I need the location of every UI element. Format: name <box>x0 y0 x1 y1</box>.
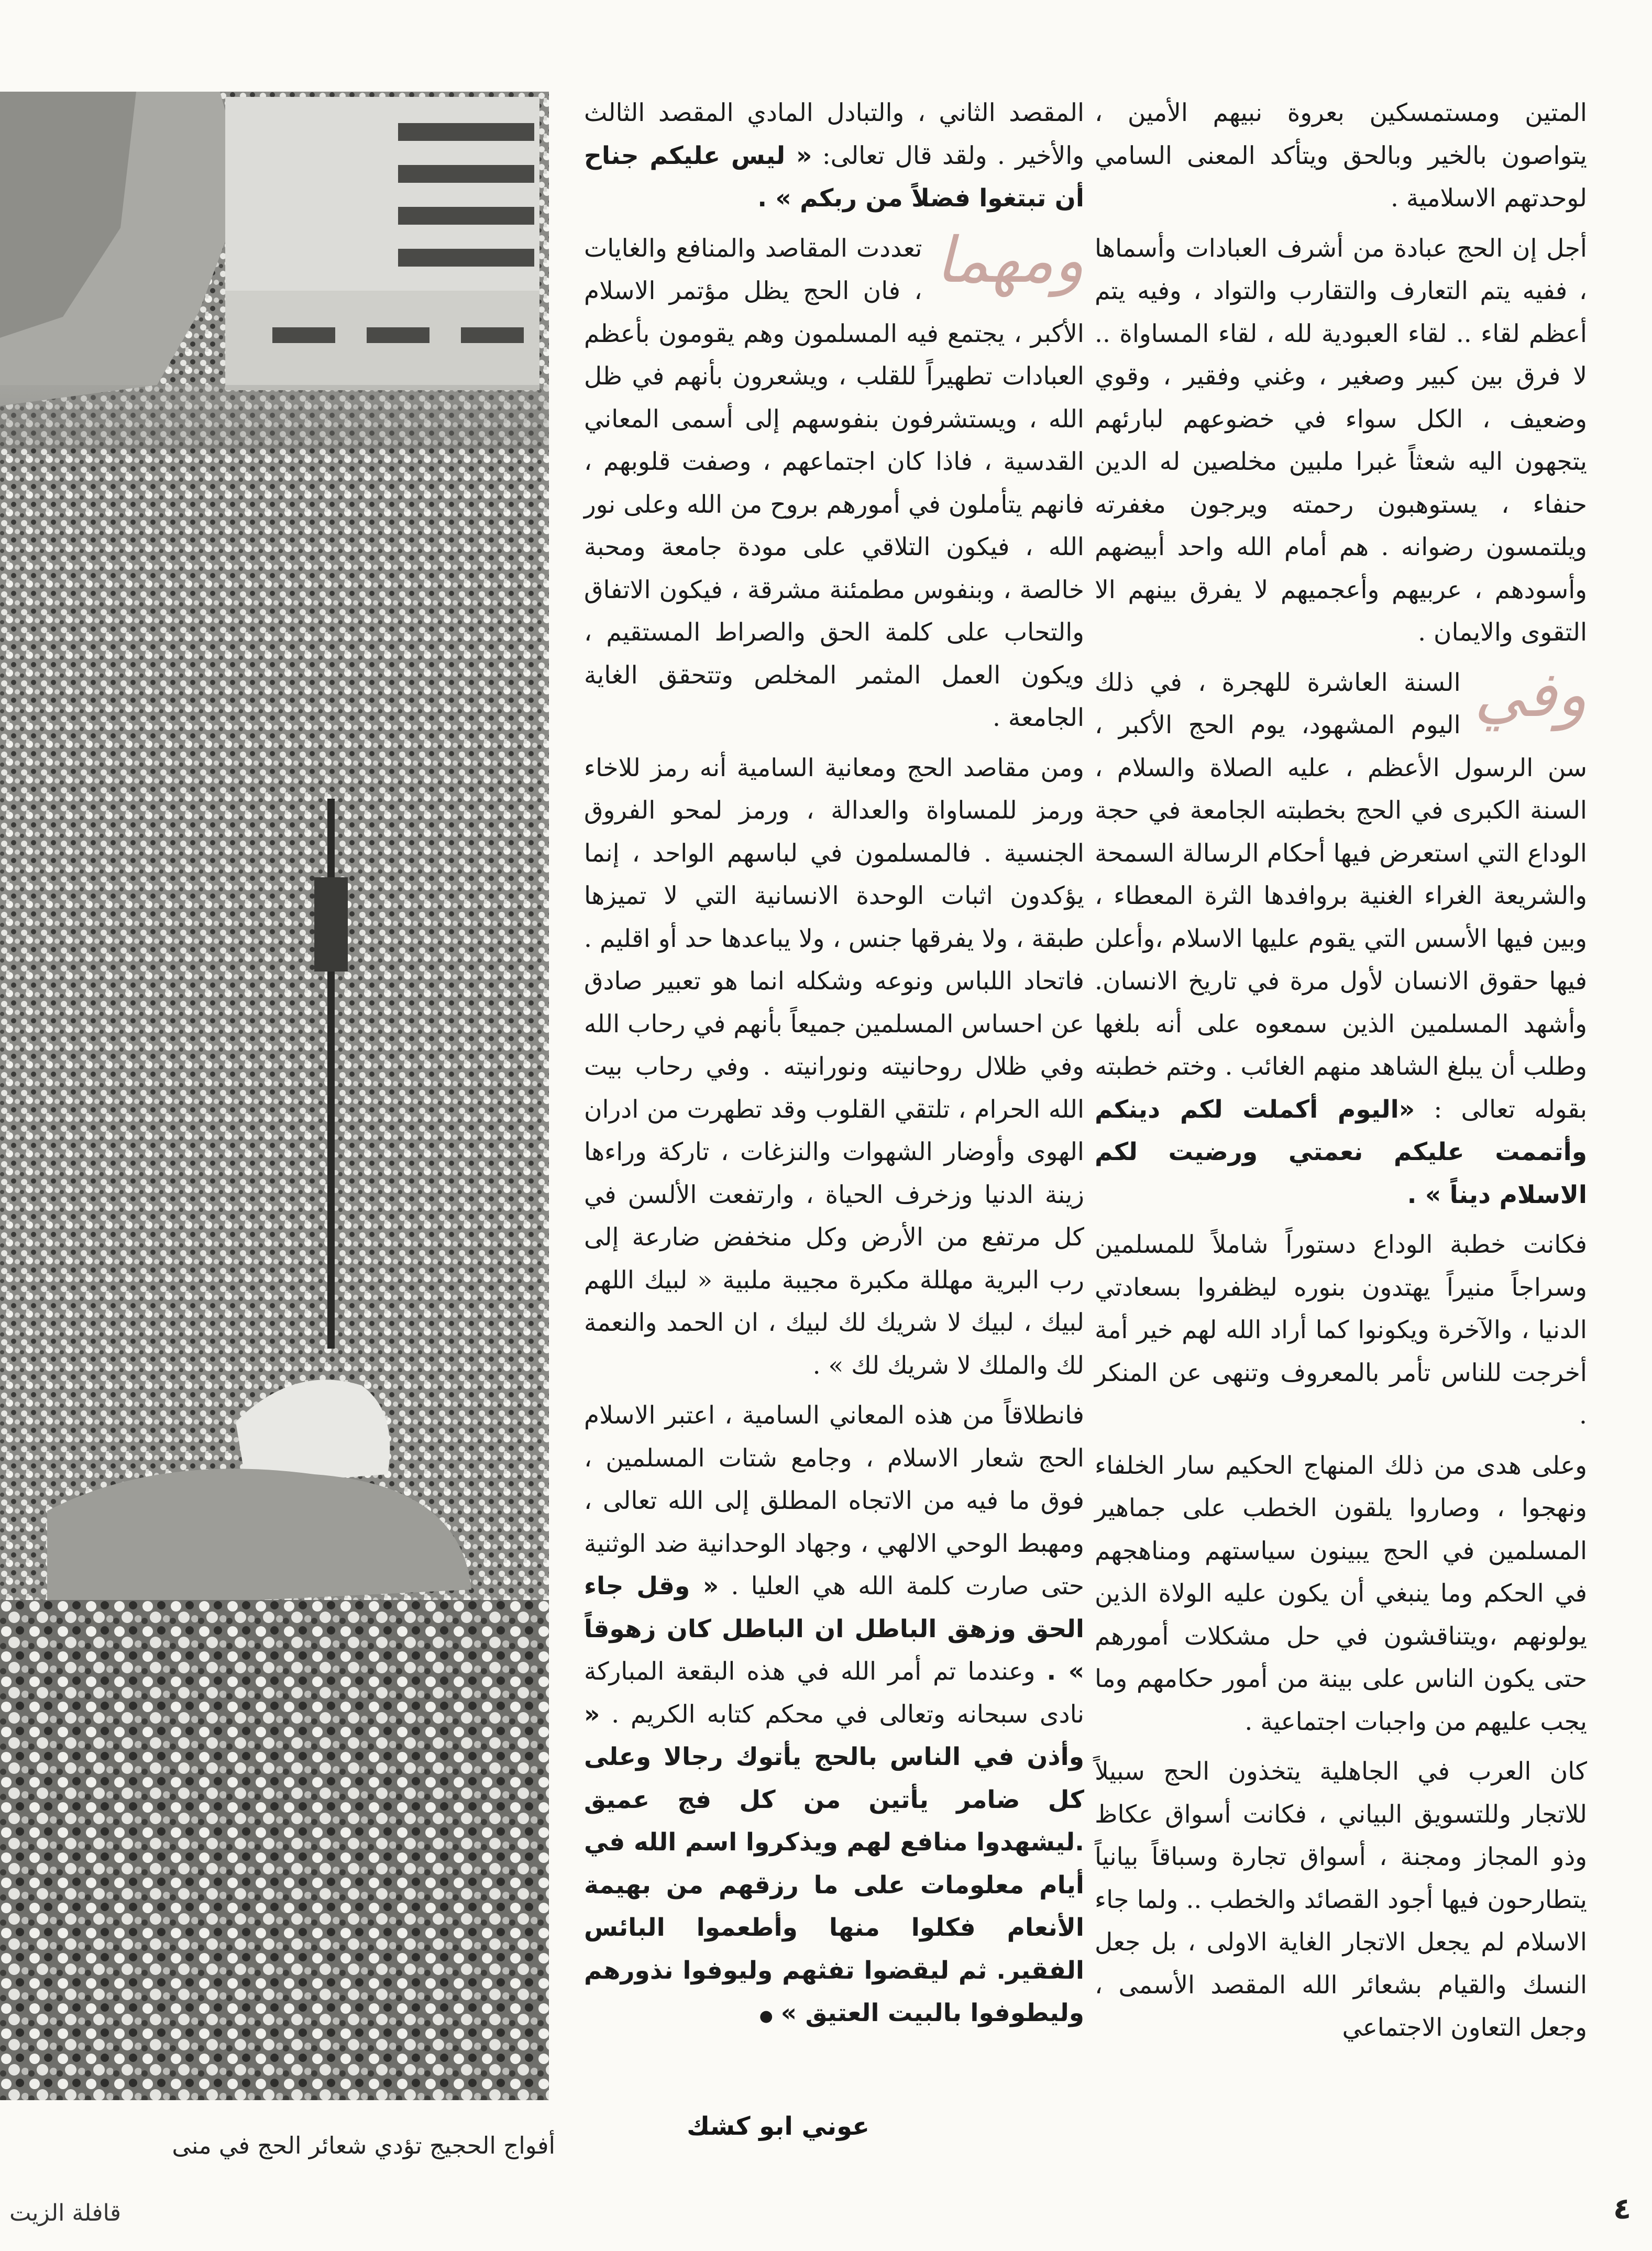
paragraph-with-dropcap <box>584 224 1084 740</box>
paragraph-text: فانطلاقاً من هذه المعاني السامية ، اعتبر الاسلام الحج شعار الاسلام ، وجامع شتات المسلمين ، فوق ما فيه من الاتجاه المطلق إلى الله تعالى ، ومهبط الوحي الالهي ، وجهاد الوحدانية ضد الوثنية حتى صارت كلمة الله هي العليا . <box>584 1401 1084 1601</box>
paragraph-text: السنة العاشرة للهجرة ، في ذلك اليوم المشهود، يوم الحج الأكبر ، سن الرسول الأعظم ، عليه الصلاة والسلام ، السنة الكبرى في الحج بخطبته الجامعة في حجة الوداع التي استعرض فيها أحكام الرسالة السمحة والشريعة الغراء الغنية بروافدها الثرة المعطاء ، وبين فيها الأسس التي يقوم عليها الاسلام ،وأعلن فيها حقوق الانسان لأول مرة في تاريخ الانسان. وأشهد المسلمين الذين سمعوه على أنه بلغها وطلب أن يبلغ الشاهد منهم الغائب . وختم خطبته بقوله تعالى : <box>1095 668 1588 1124</box>
article-column-middle <box>584 92 1084 2045</box>
paragraph-with-dropcap <box>1095 658 1588 1217</box>
photo-caption: أفواج الحجيج تؤدي شعائر الحج في منى <box>172 2132 555 2159</box>
paragraph-text: تعددت المقاصد والمنافع والغايات ، فان الحج يظل مؤتمر الاسلام الأكبر ، يجتمع فيه المسلمون وهم يقومون بأعظم العبادات تطهيراً للقلب ، ويشعرون بأنهم في ظل الله ، ويستشرفون بنفوسهم إلى أسمى المعاني القدسية ، فاذا كان اجتماعهم ، وصفت قلوبهم ، فانهم يتأملون في أمورهم بروح من الله وعلى نور الله ، فيكون التلاقي على مودة جامعة ومحبة خالصة ، وبنفوس مطمئنة مشرقة ، فيكون الاتفاق والتحاب على كلمة الحق والصراط المستقيم ، ويكون العمل المثمر المخلص وتتحقق الغاية الجامعة . <box>584 234 1084 732</box>
decorative-initial: وفي <box>1474 658 1587 731</box>
decorative-initial: ومهما <box>935 224 1084 297</box>
quran-quote: « وأذن في الناس بالحج يأتوك رجالا وعلى كل ضامر يأتين من كل فج عميق .ليشهدوا منافع لهم ويذكروا اسم الله في أيام معلومات على ما رزقهم من بهيمة الأنعام فكلوا منها وأطعموا البائس الفقير. ثم ليقضوا تفثهم وليوفوا نذورهم وليطوفوا بالبيت العتيق » <box>584 1700 1084 2027</box>
paragraph: كان العرب في الجاهلية يتخذون الحج سبيلاً للاتجار وللتسويق البياني ، فكانت أسواق عكاظ وذو المجاز ومجنة ، أسواق تجارة وسباقاً بيانياً يتطارحون فيها أجود القصائد والخطب .. ولما جاء الاسلام لم يجعل الاتجار الغاية الاولى ، بل جعل النسك والقيام بشعائر الله المقصد الأسمى ، وجعل التعاون الاجتماعي <box>1095 1757 1587 2042</box>
paragraph-text: وعندما تم أمر الله في هذه البقعة المباركة نادى سبحانه وتعالى في محكم كتابه الكريم . <box>584 1657 1084 1729</box>
page-number: ٤ <box>1613 2192 1632 2226</box>
paragraph-text: المقصد الثاني ، والتبادل المادي المقصد الثالث والأخير . ولقد قال تعالى: <box>584 98 1084 170</box>
article-column-right <box>1095 92 1587 2057</box>
paragraph: ومن مقاصد الحج ومعانية السامية أنه رمز للاخاء ورمز للمساواة والعدالة ، ورمز لمحو الفروق الجنسية . فالمسلمون في لباسهم الواحد ، إنما يؤكدون اثبات الوحدة الانسانية التي لا تميزها طبقة ، ولا يفرقها جنس ، ولا يباعدها حد أو اقليم . فاتحاد اللباس ونوعه وشكله انما هو تعبير صادق عن احساس المسلمين جميعاً بأنهم في رحاب الله وفي ظلال روحانيته ونورانيته . وفي رحاب بيت الله الحرام ، تلتقي القلوب وقد تطهرت من ادران الهوى وأوضار الشهوات والنزغات ، تاركة وراءها زينة الدنيا وزخرف الحياة ، وارتفعت الألسن في كل مرتفع من الأرض وكل منخفض ضارعة إلى رب البرية مهللة مكبرة مجيبة ملبية « لبيك اللهم لبيك ، لبيك لا شريك لك لبيك ، ان الحمد والنعمة لك والملك لا شريك لك » . <box>584 753 1084 1380</box>
quran-quote: «اليوم أكملت لكم دينكم وأتممت عليكم نعمتي ورضيت لكم الاسلام ديناً » . <box>1095 1095 1587 1209</box>
paragraph: أجل إن الحج عبادة من أشرف العبادات وأسماها ، ففيه يتم التعارف والتقارب والتواد ، وفيه يتم أعظم لقاء .. لقاء العبودية لله ، لقاء المساواة .. لا فرق بين كبير وصغير ، وغني وفقير ، وقوي وضعيف ، الكل سواء في خضوعهم لبارئهم يتجهون اليه شعثاً غبرا ملبين مخلصين له الدين حنفاء ، يستوهبون رحمته ويرجون مغفرته ويلتمسون رضوانه . هم أمام الله واحد أبيضهم وأسودهم ، عربيهم وأعجميهم لا يفرق بينهم الا التقوى والايمان . <box>1095 234 1587 647</box>
quran-quote: « ليس عليكم جناح أن تبتغوا فضلاً من ربكم » . <box>584 141 1084 213</box>
paragraph: وعلى هدى من ذلك المنهاج الحكيم سار الخلفاء ونهجوا ، وصاروا يلقون الخطب على جماهير المسلمين في الحج يبينون سياستهم ومناهجهم في الحكم وما ينبغي أن يكون عليه الولاة الذين يولونهم ،ويتناقشون في حل مشكلات أمورهم حتى يكون الناس على بينة من أمور حكامهم وما يجب عليهم من واجبات اجتماعية . <box>1095 1451 1587 1736</box>
end-mark-icon: ● <box>759 2007 773 2025</box>
magazine-name: قافلة الزيت <box>9 2200 121 2226</box>
paragraph: المتين ومستمسكين بعروة نبيهم الأمين ، يتواصون بالخير وبالحق ويتأكد المعنى السامي لوحدتهم الاسلامية . <box>1095 98 1587 213</box>
paragraph: فكانت خطبة الوداع دستوراً شاملاً للمسلمين وسراجاً منيراً يهتدون بنوره ليظفروا بسعادتي الدنيا ، والآخرة ويكونوا كما أراد الله لهم خير أمة أخرجت للناس تأمر بالمعروف وتنهى عن المنكر . <box>1095 1230 1587 1430</box>
paragraph <box>584 1394 1084 2038</box>
paragraph <box>584 92 1084 220</box>
hajj-crowd-photo <box>0 92 549 2100</box>
quran-quote: « وقل جاء الحق وزهق الباطل ان الباطل كان زهوقاً » . <box>584 1572 1084 1686</box>
author-signature: عوني ابو كشك <box>687 2112 869 2141</box>
